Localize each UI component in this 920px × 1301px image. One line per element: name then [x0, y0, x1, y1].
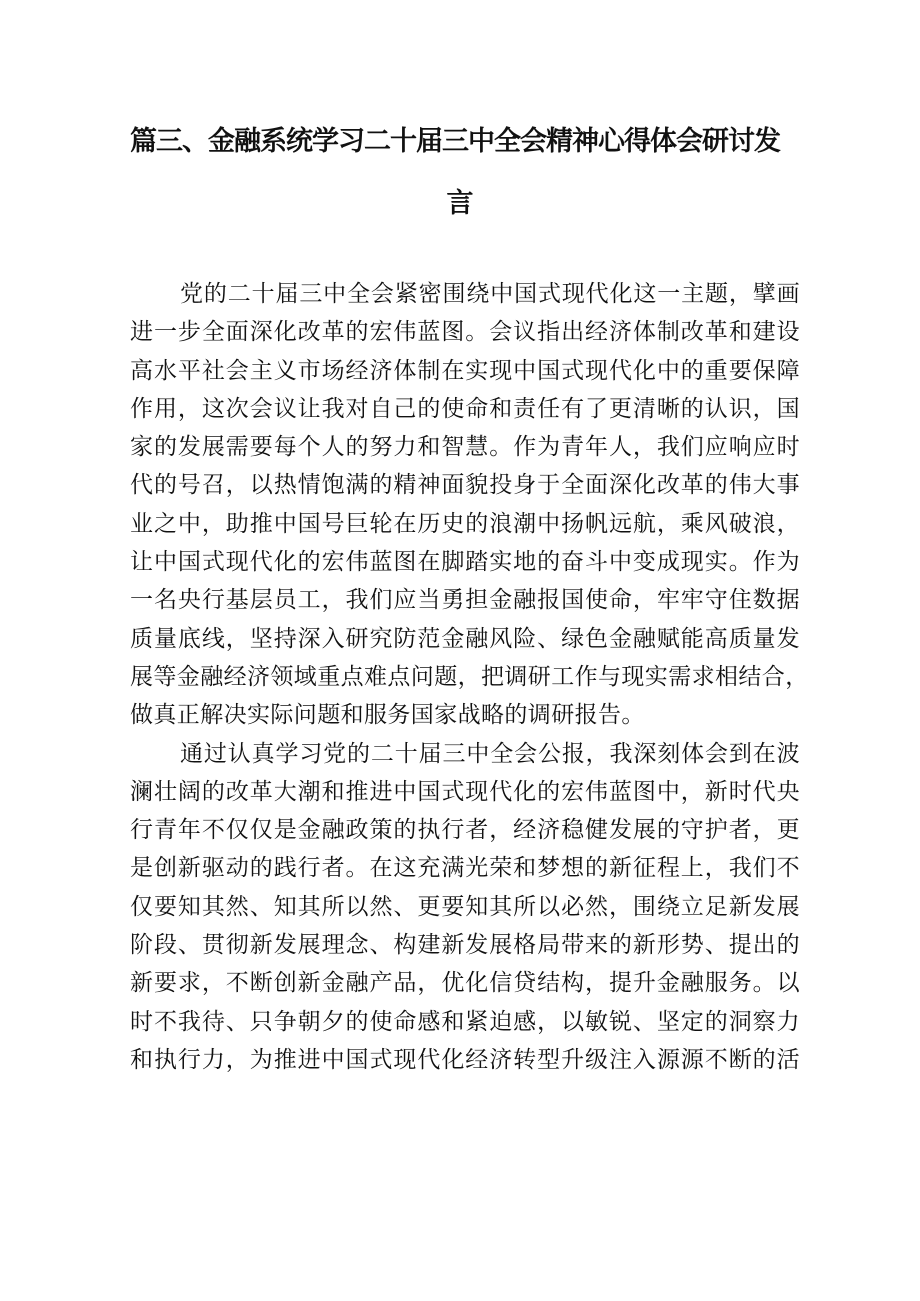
text-line: 阶段、贯彻新发展理念、构建新发展格局带来的新形势、提出的	[130, 932, 800, 959]
text-line: 一名央行基层员工，我们应当勇担金融报国使命，牢牢守住数据	[130, 587, 800, 614]
text-line: 和执行力，为推进中国式现代化经济转型升级注入源源不断的活	[130, 1046, 800, 1073]
document-body	[130, 275, 809, 1079]
paragraph	[130, 275, 809, 735]
text-line: 通过认真学习党的二十届三中全会公报，我深刻体会到在波	[180, 740, 800, 767]
text-line: 作用，这次会议让我对自己的使命和责任有了更清晰的认识，国	[130, 395, 800, 422]
document-title: 篇三、金融系统学习二十届三中全会精神心得体会研讨发	[130, 126, 780, 157]
text-line: 时不我待、只争朝夕的使命感和紧迫感，以敏锐、坚定的洞察力	[130, 1008, 800, 1035]
text-line: 新要求，不断创新金融产品，优化信贷结构，提升金融服务。以	[130, 970, 800, 997]
text-line: 澜壮阔的改革大潮和推进中国式现代化的宏伟蓝图中，新时代央	[130, 778, 800, 805]
text-line: 行青年不仅仅是金融政策的执行者，经济稳健发展的守护者，更	[130, 817, 800, 844]
text-line: 业之中，助推中国号巨轮在历史的浪潮中扬帆远航，乘风破浪，	[130, 510, 800, 537]
text-line: 质量底线，坚持深入研究防范金融风险、绿色金融赋能高质量发	[130, 625, 800, 652]
text-line: 展等金融经济领域重点难点问题，把调研工作与现实需求相结合，	[130, 663, 809, 690]
text-line: 是创新驱动的践行者。在这充满光荣和梦想的新征程上，我们不	[130, 855, 800, 882]
paragraph	[130, 735, 800, 1080]
text-line: 进一步全面深化改革的宏伟蓝图。会议指出经济体制改革和建设	[130, 319, 800, 346]
text-line: 做真正解决实际问题和服务国家战略的调研报告。	[130, 702, 645, 729]
text-line: 代的号召，以热情饱满的精神面貌投身于全面深化改革的伟大事	[130, 472, 800, 499]
text-line: 让中国式现代化的宏伟蓝图在脚踏实地的奋斗中变成现实。作为	[130, 549, 800, 576]
text-line: 家的发展需要每个人的努力和智慧。作为青年人，我们应响应时	[130, 434, 800, 461]
text-line: 高水平社会主义市场经济体制在实现中国式现代化中的重要保障	[130, 357, 800, 384]
text-line: 党的二十届三中全会紧密围绕中国式现代化这一主题，擘画	[180, 281, 800, 307]
text-line: 仅要知其然、知其所以然、更要知其所以必然，围绕立足新发展	[130, 893, 800, 920]
document-title-continuation: 言	[446, 188, 474, 219]
